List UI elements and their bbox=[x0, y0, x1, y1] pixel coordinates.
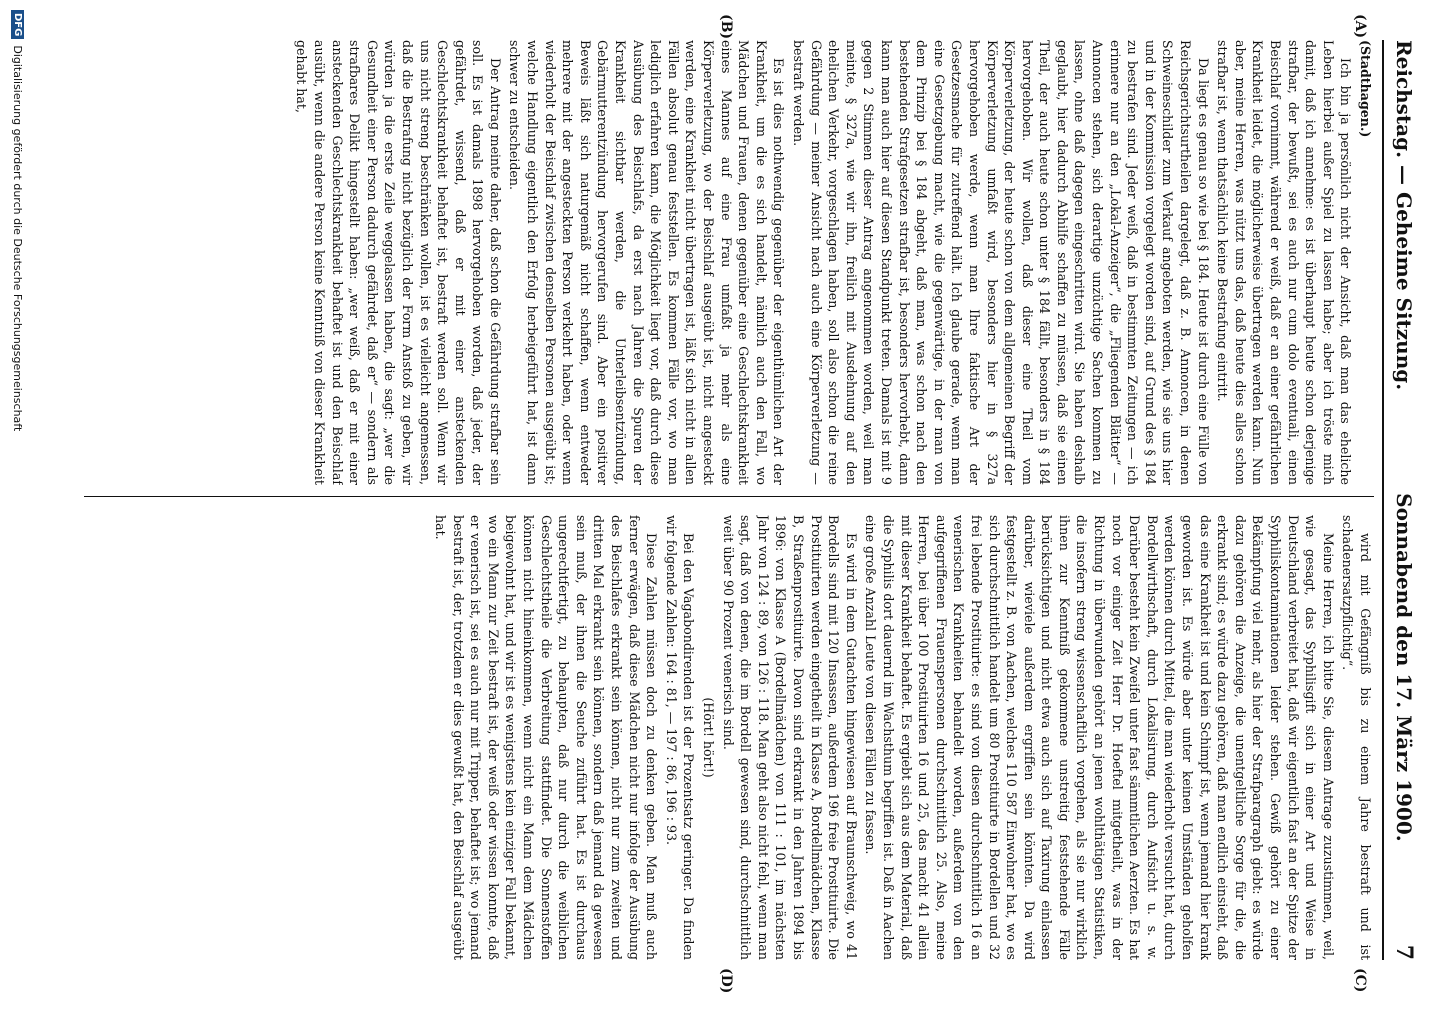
paragraph: Da liegt es genau so wie bei § 184. Heute ist durch eine Fülle von Reichsgerichtsurtheilen dargelegt, daß z. B. Annoncen, in denen Schweineschilder zum Verkauf angeboten werden, wie sie uns hier und in der Kommission vorgelegt worden sind, auf Grund des § 184 zu bestrafen sind. Jeder weiß, daß in bestimmten Zeitungen — ich erinnere nur an den „Lokal-Anzeiger“, die „Fliegenden Blätter“ — Annoncen stehen, sich derartige unzüchtige Sachen kommen zu lassen, ohne daß dagegen eingeschritten wird. Sie haben deshalb geglaubt, hier dadurch Abhilfe schaffen zu müssen, daß sie einen Theil, der auch heute schon unter § 184 fällt, besonders in § 184 hervorgehoben. Wir wollen, daß dieser eine Theil vom Körperverletzung, der heute schon von dem allgemeinen Begriff der Körperverletzung umfaßt wird, besonders hier in § 327a hervorgehoben werde, wenn man Ihre faktische Art der Gesetzesmache für zutreffend hält. Ich glaube gerade, wenn man eine Gesetzgebung macht, wie die gegenwärtige, in der man von dem Prinzip bei § 184 abgeht, daß man, was schon nach den bestehenden Strafgesetzen strafbar ist, besonders hervorhebt, dann kann man auch hier auf diesen Standpunkt treten. Damals ist mit 9 gegen 2 Stimmen dieser Antrag angenommen worden, weil man meinte, § 327a, wie wir ihn, freilich mit Ausdehnung auf den ehelichen Verkehr, vorgeschlagen haben, soll also schon die reine Gefährdung — meiner Ansicht nach auch eine Körperverletzung — bestraft werden. bbox=[791, 40, 1211, 485]
margin-mark-a: (A) bbox=[1352, 14, 1368, 39]
paragraph: Ich bin ja persönlich nicht der Ansicht, daß man das eheliche Leben hierbei außer Spiel zu lassen habe; aber ich tröste mich damit, daß ich annehme: es ist überhaupt heute schon derjenige strafbar, der bewußt, sei es auch nur cum dolo eventuali, einen Beischlaf vornimmt, während er weiß, daß er an einer gefährlichen Krankheit leidet, die möglicherweise übertragen werden kann. Nun aber, meine Herren, was nützt uns das, daß heute dies alles schon strafbar ist, wenn thatsächlich keine Bestrafung eintritt. bbox=[1215, 40, 1354, 485]
right-column bbox=[84, 515, 1374, 960]
paragraph: Es wird in dem Gutachten hingewiesen auf Braunschweig, wo 41 Bordells sind mit 120 Insassen, außerdem 196 freie Prostituirte. Die Prostituirten werden eingetheilt in Klasse A, Bordellmädchen, Klasse B, Straßenprostituirte. Davon sind erkrankt in den Jahren 1894 bis 1896: von Klasse A (Bordellmädchen) von 111 : 101, im nächsten Jahr von 124 : 89, von 126 : 118. Man geht also nicht fehl, wenn man sagt, daß von denen, die im Bordell gewesen sind, durchschnittlich weit über 90 Prozent venerisch sind. bbox=[720, 515, 859, 960]
paragraph: Diese Zahlen müssen doch zu denken geben. Man muß auch ferner erwägen, daß diese Mädchen nicht nur infolge der Ausübung des Beischlafes erkrankt sein können, nicht nur zum zweiten und dritten Mal erkrankt sein können, sondern daß jemand da gewesen sein muß, der ihnen die Seuche zuführt hat. Es ist durchaus ungerechtfertigt, zu behaupten, daß nur durch die weiblichen Geschlechtstheile die Verbreitung stattfindet. Die Sonnenstoffen können nicht hineinkommen, wenn nicht ein Mann dem Mädchen beigewohnt hat, und wir ist es wenigstens kein einziger Fall bekannt, wo ein Mann zur Zeit bestraft ist, der weiß oder wissen konnte, daß er venerisch ist, sei es auch nur mit Tripper, behaftet ist; wo jemand bestraft ist, der, trotzdem er dies gewußt hat, den Beischlaf ausgeübt hat. bbox=[433, 515, 660, 960]
paragraph: wird mit Gefängniß bis zu einem Jahre bestraft und ist schadenersatzpflichtig“. bbox=[1340, 515, 1373, 960]
paragraph: Bei den Vagabondirenden ist der Prozentsatz geringer. Da finden wir folgende Zahlen: 164 : 81, — 197 : 86, 196 : 93. bbox=[663, 515, 697, 960]
paragraph: Der Antrag meinte daher, daß schon die Gefährdung strafbar sein soll. Es ist damals 1898 hervorgehoben worden, daß jeder, der gefährdet, wissend, daß er mit einer ansteckenden Geschlechtskrankheit behaftet ist, bestraft werden soll. Wenn wir uns nicht streng beschränken wollen, ist es vielleicht angemessen, daß die Bestrafung nicht bezüglich der Form Anstoß zu geben, wir würden ja die erste Zeile weggelassen haben, die sagt: „wer die Gesundheit einer Person dadurch gefährdet, daß er“ — sondern als strafbares Delikt hingestellt haben: „wer weiß, daß er mit einer ansteckenden Geschlechtskrankheit behaftet ist und den Beischlaf ausübt, wenn die andere Person keine Kenntniß von dieser Krankheit gehabt hat, bbox=[294, 40, 503, 485]
page-number: 7 bbox=[1391, 944, 1417, 960]
paragraph: Es ist dies nothwendig gegenüber der eigenthümlichen Art der Krankheit, um die es sich handelt, nämlich auch den Fall, wo Mädchen und Frauen, denen gegenüber eine Geschlechtskrankheit eines Mannes auf eine Frau umfaßt ja mehr als eine Körperverletzung, wo der Beischlaf ausgeübt ist, nicht angesteckt werden, eine Krankheit nicht übertragen ist, läßt sich nicht in allen Fällen absolut genau feststellen. Es kommen Fälle vor, wo man lediglich erfahren kann, die Möglichkeit liegt vor, daß durch diese Ausübung des Beischlafs, da erst nach Jahren die Spuren der Krankheit sichtbar werden, die Unterleibsentzündung, Gebärmutterentzündung hervorgerufen sind. Aber ein positiver Beweis läßt sich naturgemäß nicht schaffen, wenn entweder mehrere mit der angesteckten Person verkehrt haben, oder wenn wiederholt der Beischlaf zwischen denselben Personen ausgeübt ist; welche Handlung eigentlich den Erfolg herbeigeführt hat, ist dann schwer zu entscheiden. bbox=[507, 40, 787, 485]
page-header bbox=[1382, 40, 1424, 960]
margin-mark-d: (D) bbox=[718, 968, 734, 994]
speaker-name: (Stadthagen.) bbox=[1358, 40, 1373, 138]
left-column bbox=[84, 40, 1374, 485]
column-divider bbox=[84, 496, 1374, 497]
header-left: Reichstag. — Geheime Sitzung. bbox=[1392, 40, 1416, 391]
interjection: (Hört! hört!) bbox=[701, 697, 717, 778]
footer-text: Digitalisierung gefördert durch die Deutsche Forschungsgemeinschaft bbox=[11, 45, 25, 432]
paragraph: Meine Herren, ich bitte Sie, diesem Antrage zuzustimmen, weil, wie gesagt, das Syphilisgift sich in einer Art und Weise in Deutschland verbreitet hat, daß wir eigentlich fast an der Spitze der Syphiliskontaminationen leider stehen. Gewiß gehört zu einer Bekämpfung viel mehr, als hier der Strafparagraph giebt: es würde dazu gehören die Anzeige, die unentgeltliche Sorge für die, die erkrankt sind; es würde dazu gehören, daß man endlich einsieht, daß das eine Krankheit ist und kein Schimpf ist, wenn jemand hier krank geworden ist. Es würde aber unter keinen Umständen geholfen werden können durch Mittel, die man wiederholt versucht hat, durch Bordellwirthschaft, durch Lokalisirung, durch Aufsicht u. s. w. Darüber besteht kein Zweifel unter fast sämmtlichen Aerzten. Es hat noch vor einiger Zeit Herr Dr. Hoeftel mitgetheilt, was in der Richtung in überwunden gehört an jenen wohlthätigen Statistiken, die insofern streng wissenschaftlich vorgehen, als sie nur wirklich ihnen zur Kenntniß gekommene unstreitig feststehende Fälle berücksichtigen und nicht etwa auch sich auf Taxirung einlassen darüber, wieviele außerdem ergriffen sein könnten. Da wird festgestellt z. B. von Aachen, welches 110 587 Einwohner hat, wo es sich durchschnittlich handelt um 80 Prostituirte in Bordellen und 32 frei lebende Prostituirte: es sind von diesen durchschnittlich 16 an venerischen Krankheiten behandelt worden, außerdem von den aufgegriffenen Frauenspersonen durchschnittlich 25. Also, meine Herren, bei über 100 Prostituirten 16 und 25, das macht 41 allein mit dieser Krankheit behaftet. Es ergiebt sich aus dem Material, daß die Syphilis dort dauernd im Wachsthum begriffen ist. Daß in Aachen eine große Anzahl Leute von diesen Fällen zu fassen. bbox=[863, 515, 1336, 960]
header-date: Sonnabend den 17. März 1900. bbox=[1392, 493, 1416, 842]
margin-mark-c: (C) bbox=[1352, 968, 1368, 993]
margin-mark-b: (B) bbox=[718, 14, 734, 40]
dfg-logo: DFG bbox=[12, 10, 25, 39]
digitization-footer bbox=[6, 0, 30, 1010]
